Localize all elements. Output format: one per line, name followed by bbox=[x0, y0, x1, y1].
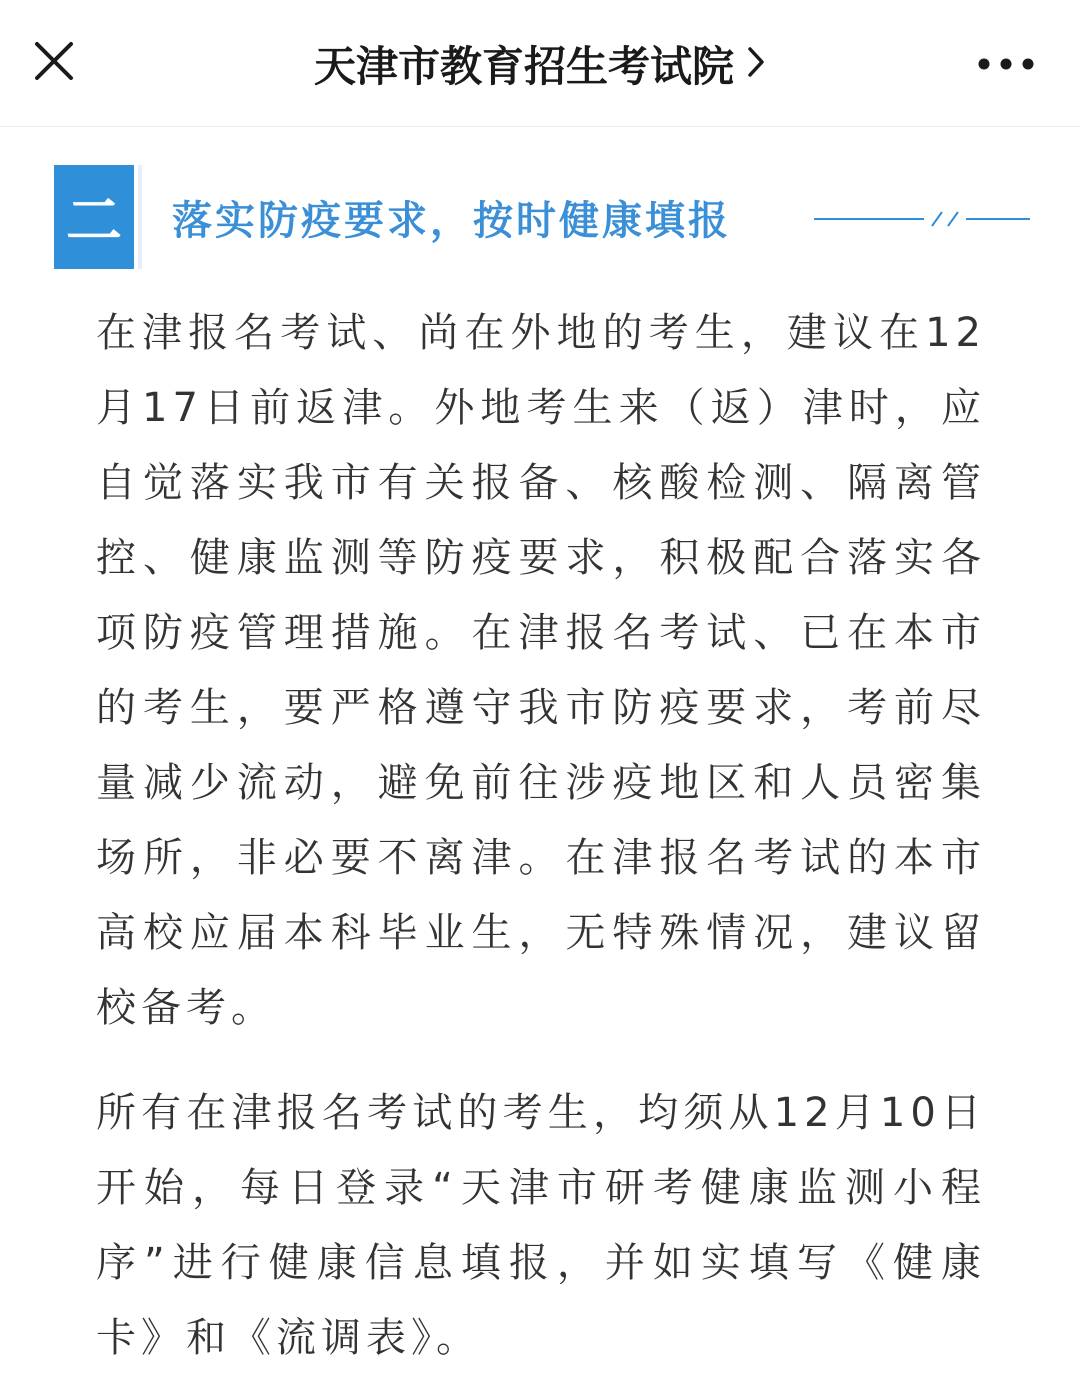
article-body bbox=[96, 296, 986, 1376]
more-options-button[interactable] bbox=[966, 38, 1046, 88]
section-heading bbox=[54, 165, 1044, 269]
badge-stripe bbox=[138, 165, 142, 269]
chevron-right-icon bbox=[746, 45, 766, 83]
decorative-slash-line bbox=[814, 209, 1030, 229]
close-button[interactable] bbox=[24, 30, 84, 90]
account-title-link[interactable] bbox=[200, 34, 880, 94]
more-dots-icon bbox=[966, 38, 1046, 88]
close-icon bbox=[24, 30, 84, 90]
page-title: 天津市教育招生考试院 bbox=[313, 42, 734, 91]
section-number-badge: 二 bbox=[54, 165, 134, 269]
paragraph: 所有在津报名考试的考生，均须从12月10日开始，每日登录“天津市研考健康监测小程序”进行健康信息填报，并如实填写《健康卡》和《流调表》。 bbox=[96, 1090, 986, 1361]
paragraph: 在津报名考试、尚在外地的考生，建议在12月17日前返津。外地考生来（返）津时，应自觉落实我市有关报备、核酸检测、隔离管控、健康监测等防疫要求，积极配合落实各项防疫管理措施。在津报名考试、已在本市的考生，要严格遵守我市防疫要求，考前尽量减少流动，避免前往涉疫地区和人员密集场所，非必要不离津。在津报名考试的本市高校应届本科毕业生，无特殊情况，建议留校备考。 bbox=[96, 310, 986, 1031]
top-nav-bar bbox=[0, 0, 1080, 127]
section-title: 落实防疫要求，按时健康填报 bbox=[172, 198, 731, 244]
